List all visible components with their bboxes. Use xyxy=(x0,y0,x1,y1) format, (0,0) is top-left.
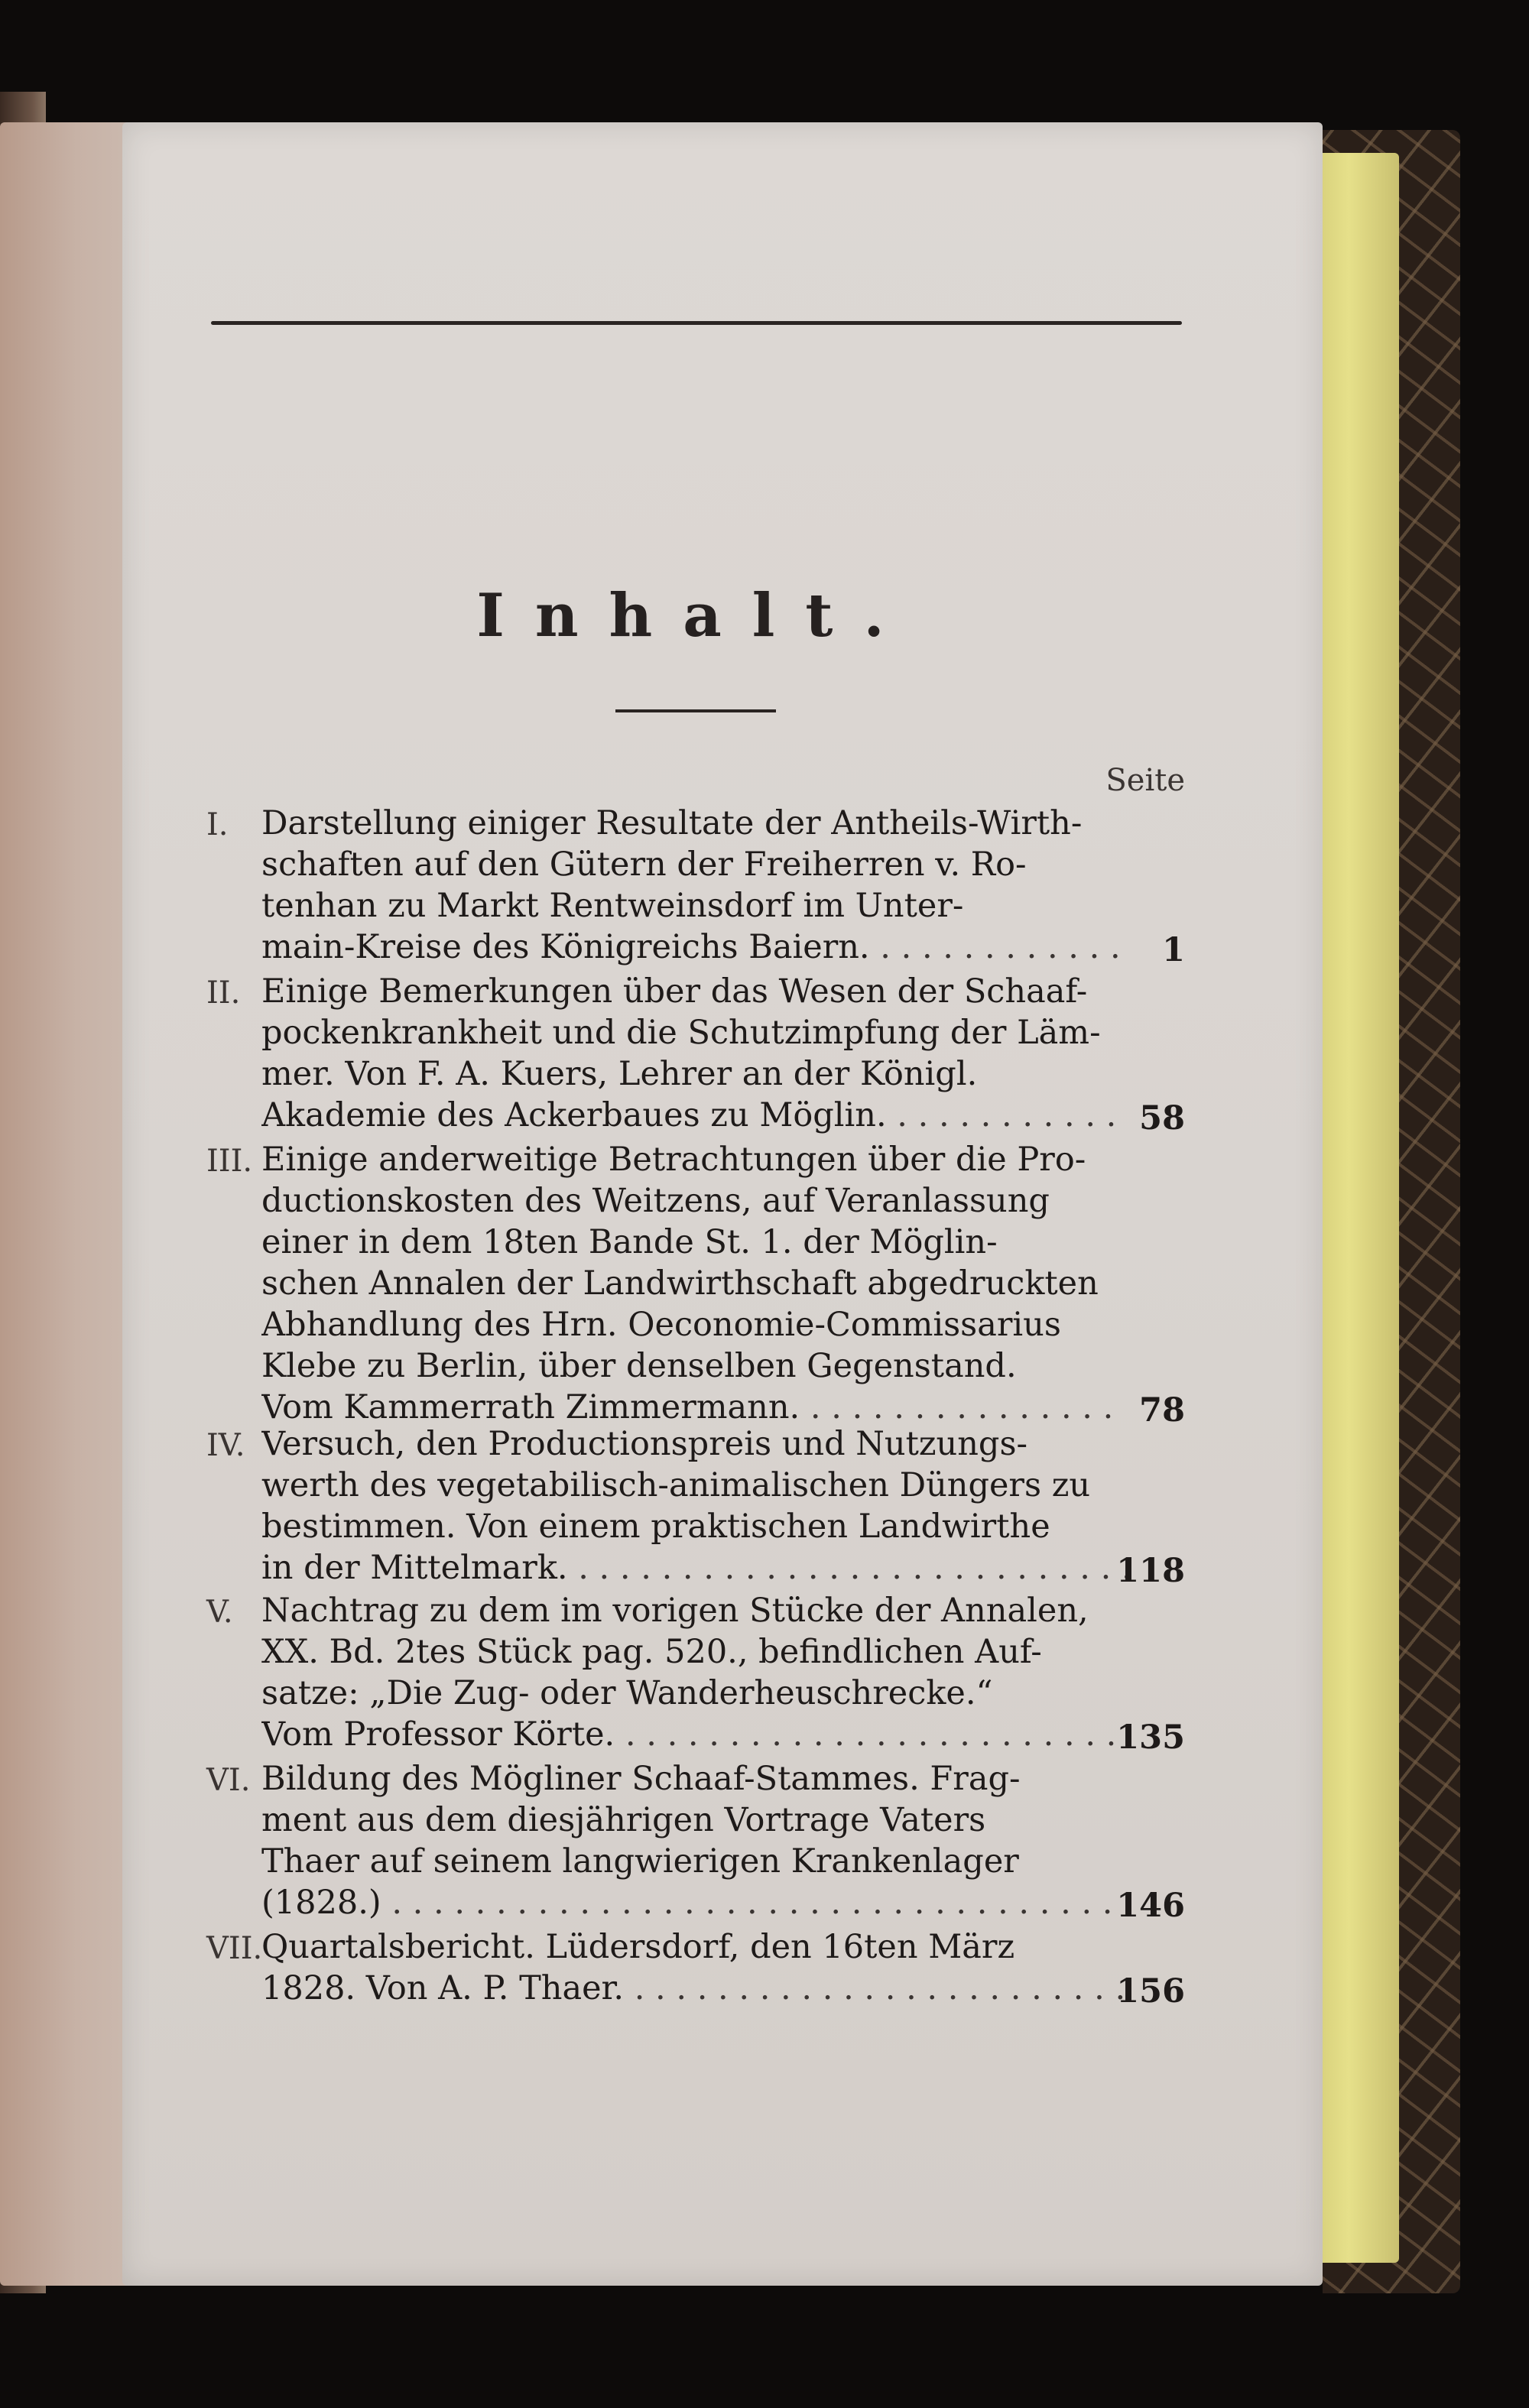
entry-line: einer in dem 18ten Bande St. 1. der Möglin- xyxy=(261,1223,998,1261)
entry-line: Akademie des Ackerbaues zu Möglin. . . . xyxy=(261,1095,1125,1136)
entry-page-number: 58 xyxy=(1139,1099,1185,1137)
entry-line: main-Kreise des Königreichs Baiern. . . . xyxy=(261,927,1125,968)
page-title: Inhalt. xyxy=(476,581,915,651)
entry-line: Vom Professor Körte. . . . xyxy=(261,1714,1125,1755)
entry-page-number: 135 xyxy=(1116,1718,1185,1757)
entry-page-number: 1 xyxy=(1162,931,1185,969)
entry-line: Versuch, den Productionspreis und Nutzungs- xyxy=(261,1425,1028,1463)
entry-line: (1828.) . . . xyxy=(261,1882,1125,1923)
entry-line: Bildung des Mögliner Schaaf-Stammes. Frag- xyxy=(261,1760,1021,1798)
entry-line: pockenkrankheit und die Schutzimpfung der Läm- xyxy=(261,1014,1101,1052)
entry-line: Einige anderweitige Betrachtungen über die Pro- xyxy=(261,1141,1086,1179)
entry-line: Darstellung einiger Resultate der Antheils-Wirth- xyxy=(261,804,1083,842)
entry-line: Nachtrag zu dem im vorigen Stücke der Annalen, xyxy=(261,1592,1089,1630)
entry-line: schen Annalen der Landwirthschaft abgedruckten xyxy=(261,1264,1099,1303)
entry-page-number: 146 xyxy=(1116,1887,1185,1925)
entry-page-number: 118 xyxy=(1116,1552,1185,1590)
entry-number: V. xyxy=(206,1595,233,1630)
entry-line: bestimmen. Von einem praktischen Landwirthe xyxy=(261,1507,1050,1546)
entry-line: ment aus dem diesjährigen Vortrage Vaters xyxy=(261,1801,986,1839)
entry-line: Thaer auf seinem langwierigen Krankenlager xyxy=(261,1842,1019,1881)
entry-line: in der Mittelmark. . . . xyxy=(261,1547,1125,1589)
entry-line: Quartalsbericht. Lüdersdorf, den 16ten März xyxy=(261,1928,1015,1966)
entry-line: Vom Kammerrath Zimmermann. . . . xyxy=(261,1387,1125,1428)
entry-line: 1828. Von A. P. Thaer. . . . xyxy=(261,1968,1125,2009)
entry-number: I. xyxy=(206,807,229,842)
entry-page-number: 78 xyxy=(1139,1391,1185,1430)
header-rule xyxy=(211,321,1182,325)
entry-number: III. xyxy=(206,1144,253,1179)
entry-line: mer. Von F. A. Kuers, Lehrer an der Königl. xyxy=(261,1055,978,1093)
entry-page-number: 156 xyxy=(1116,1972,1185,2010)
entry-number: IV. xyxy=(206,1428,245,1463)
entry-number: VII. xyxy=(206,1931,263,1966)
entry-line: schaften auf den Gütern der Freiherren v. Ro- xyxy=(261,845,1027,884)
entry-line: werth des vegetabilisch-animalischen Düngers zu xyxy=(261,1466,1091,1504)
title-underline xyxy=(615,709,776,712)
entry-line: Abhandlung des Hrn. Oeconomie-Commissarius xyxy=(261,1306,1061,1344)
entry-line: ductionskosten des Weitzens, auf Veranlassung xyxy=(261,1182,1050,1220)
entry-line: Einige Bemerkungen über das Wesen der Schaaf- xyxy=(261,972,1088,1011)
entry-line: Klebe zu Berlin, über denselben Gegenstand. xyxy=(261,1347,1017,1385)
entry-number: VI. xyxy=(206,1763,251,1798)
entry-line: satze: „Die Zug- oder Wanderheuschrecke.“ xyxy=(261,1674,993,1712)
entry-line: XX. Bd. 2tes Stück pag. 520., befindlichen Auf- xyxy=(261,1633,1042,1671)
entry-number: II. xyxy=(206,975,241,1011)
gilt-page-edge xyxy=(1315,153,1399,2263)
page-column-label: Seite xyxy=(1105,763,1185,798)
entry-line: tenhan zu Markt Rentweinsdorf im Unter- xyxy=(261,887,964,925)
